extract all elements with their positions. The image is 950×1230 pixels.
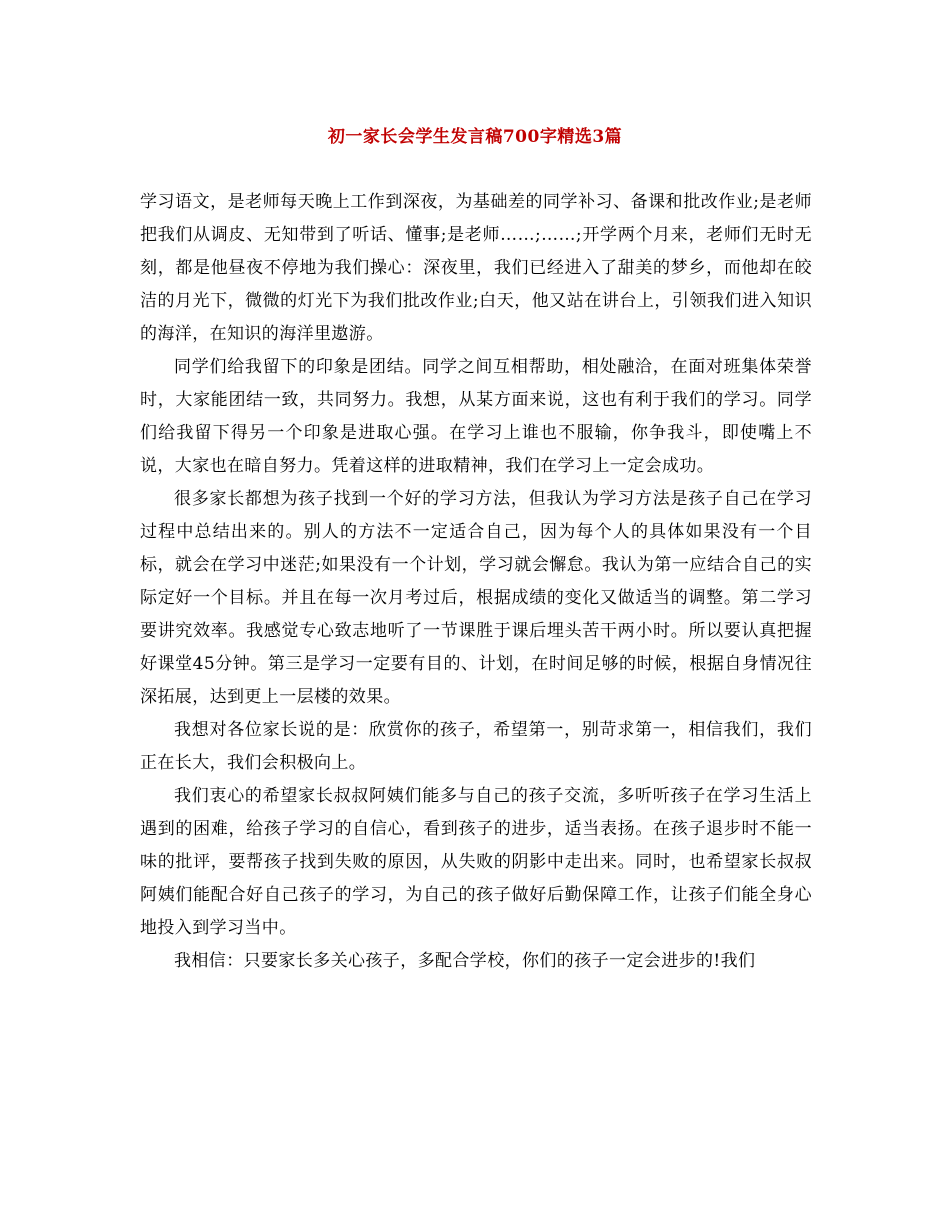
paragraph-2: 同学们给我留下的印象是团结。同学之间互相帮助，相处融洽，在面对班集体荣誉时，大家能团结一致，共同努力。我想，从某方面来说，这也有利于我们的学习。同学们给我留下得另一个印象是进取心强。在学习上谁也不服输，你争我斗，即使嘴上不说，大家也在暗自努力。凭着这样的进取精神，我们在学习上一定会成功。 (140, 357, 812, 476)
paragraph-5: 我们衷心的希望家长叔叔阿姨们能多与自己的孩子交流，多听听孩子在学习生活上遇到的困难，给孩子学习的自信心，看到孩子的进步，适当表扬。在孩子退步时不能一味的批评，要帮孩子找到失败的原因，从失败的阴影中走出来。同时，也希望家长叔叔阿姨们能配合好自己孩子的学习，为自己的孩子做好后勤保障工作，让孩子们能全身心地投入到学习当中。 (140, 786, 812, 938)
paragraph-1: 学习语文，是老师每天晚上工作到深夜，为基础差的同学补习、备课和批改作业;是老师把我们从调皮、无知带到了听话、懂事;是老师……;……;开学两个月来，老师们无时无刻，都是他昼夜不停地为我们操心：深夜里，我们已经进入了甜美的梦乡，而他却在皎洁的月光下，微微的灯光下为我们批改作业;白天，他又站在讲台上，引领我们进入知识的海洋，在知识的海洋里遨游。 (140, 192, 812, 344)
document-title: 初一家长会学生发言稿700字精选3篇 (327, 127, 623, 147)
document-body (140, 186, 812, 978)
paragraph-3: 很多家长都想为孩子找到一个好的学习方法，但我认为学习方法是孩子自己在学习过程中总结出来的。别人的方法不一定适合自己，因为每个人的具体如果没有一个目标，就会在学习中迷茫;如果没有一个计划，学习就会懈怠。我认为第一应结合自己的实际定好一个目标。并且在每一次月考过后，根据成绩的变化又做适当的调整。第二学习要讲究效率。我感觉专心致志地听了一节课胜于课后埋头苦干两小时。所以要认真把握好课堂45分钟。第三是学习一定要有目的、计划，在时间足够的时候，根据自身情况往深拓展，达到更上一层楼的效果。 (140, 489, 812, 707)
paragraph-6: 我相信：只要家长多关心孩子，多配合学校，你们的孩子一定会进步的!我们 (174, 951, 756, 971)
paragraph-4: 我想对各位家长说的是：欣赏你的孩子，希望第一，别苛求第一，相信我们，我们正在长大，我们会积极向上。 (140, 720, 812, 773)
